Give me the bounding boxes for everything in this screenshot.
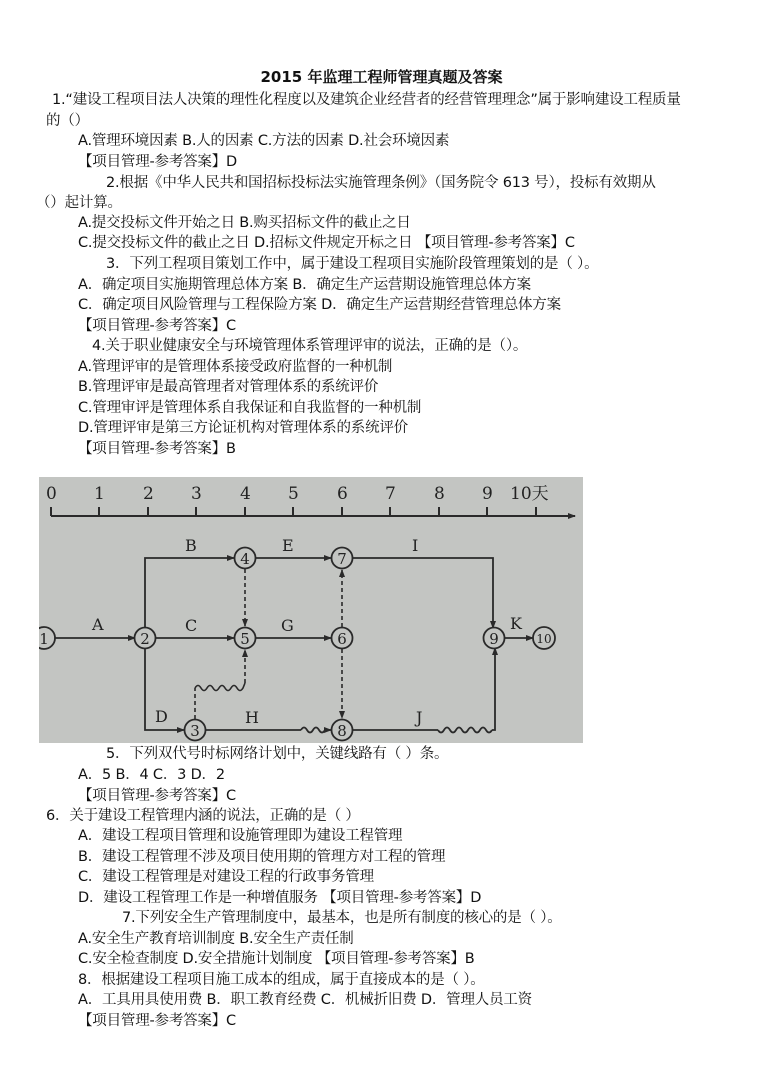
svg-text:J: J bbox=[416, 708, 423, 727]
q2-stem-line1: 2.根据《中华人民共和国招标投标法实施管理条例》（国务院令 613 号），投标有效期从 bbox=[106, 175, 656, 191]
q6-option-b: B．建设工程管理不涉及项目使用期的管理方对工程的管理 bbox=[78, 849, 446, 865]
q7-options-ab: A.安全生产教育培训制度 B.安全生产责任制 bbox=[78, 931, 354, 947]
q8-stem: 8．根据建设工程项目施工成本的组成，属于直接成本的是（ ）。 bbox=[78, 972, 485, 988]
q5-stem: 5．下列双代号时标网络计划中，关键线路有（ ）条。 bbox=[106, 746, 449, 762]
svg-text:9: 9 bbox=[482, 484, 493, 504]
q4-option-a: A.管理评审的是管理体系接受政府监督的一种机制 bbox=[78, 359, 393, 375]
svg-text:3: 3 bbox=[190, 722, 200, 740]
q7-options-cd-answer: C.安全检查制度 D.安全措施计划制度 【项目管理-参考答案】B bbox=[78, 951, 475, 967]
svg-text:4: 4 bbox=[240, 550, 250, 568]
svg-text:5: 5 bbox=[288, 484, 299, 504]
q4-answer: 【项目管理-参考答案】B bbox=[78, 441, 236, 457]
svg-text:7: 7 bbox=[337, 550, 347, 568]
svg-text:6: 6 bbox=[337, 630, 347, 648]
dummy-arrows bbox=[195, 569, 342, 719]
svg-text:A: A bbox=[92, 615, 104, 634]
q2-stem-line2: （）起计算。 bbox=[36, 195, 122, 211]
svg-text:6: 6 bbox=[337, 484, 348, 504]
q1-options: A.管理环境因素 B.人的因素 C.方法的因素 D.社会环境因素 bbox=[78, 133, 450, 149]
q3-options-cd: C．确定项目风险管理与工程保险方案 D．确定生产运营期经营管理总体方案 bbox=[78, 297, 561, 313]
svg-text:H: H bbox=[245, 708, 259, 727]
q7-stem: 7.下列安全生产管理制度中，最基本，也是所有制度的核心的是（ ）。 bbox=[122, 910, 562, 926]
q4-option-b: B.管理评审是最高管理者对管理体系的系统评价 bbox=[78, 379, 379, 395]
svg-text:D: D bbox=[155, 707, 168, 726]
svg-text:E: E bbox=[282, 536, 294, 555]
svg-text:1: 1 bbox=[94, 484, 105, 504]
svg-text:10天: 10天 bbox=[510, 484, 549, 504]
q6-option-c: C．建设工程管理是对建设工程的行政事务管理 bbox=[78, 869, 374, 885]
activity-labels bbox=[91, 536, 523, 727]
free-float-wave bbox=[195, 683, 245, 691]
q4-option-c: C.管理审评是管理体系自我保证和自我监督的一种机制 bbox=[78, 400, 422, 416]
time-axis bbox=[51, 507, 575, 516]
svg-text:2: 2 bbox=[140, 630, 150, 648]
q5-answer: 【项目管理-参考答案】C bbox=[78, 788, 236, 804]
svg-text:1: 1 bbox=[39, 630, 49, 648]
svg-text:2: 2 bbox=[143, 484, 154, 504]
svg-text:5: 5 bbox=[240, 630, 250, 648]
svg-text:8: 8 bbox=[337, 722, 347, 740]
node-labels bbox=[39, 550, 551, 740]
time-axis-labels bbox=[46, 484, 549, 504]
svg-text:I: I bbox=[412, 536, 419, 555]
q2-options-ab: A.提交投标文件开始之日 B.购买招标文件的截止之日 bbox=[78, 215, 411, 231]
document-title: 2015 年监理工程师管理真题及答案 bbox=[260, 68, 503, 86]
q3-stem: 3．下列工程项目策划工作中，属于建设工程项目实施阶段管理策划的是（ ）。 bbox=[106, 256, 599, 272]
q8-answer: 【项目管理-参考答案】C bbox=[78, 1013, 236, 1029]
svg-text:10: 10 bbox=[536, 632, 552, 646]
q1-stem-line1: 1.“建设工程项目法人决策的理性化程度以及建筑企业经营者的经营管理理念”属于影响建设工程质量 bbox=[52, 92, 681, 108]
q5-options: A．5 B．4 C．3 D．2 bbox=[78, 767, 225, 783]
q6-stem: 6．关于建设工程管理内涵的说法，正确的是（ ） bbox=[46, 808, 360, 824]
q3-options-ab: A．确定项目实施期管理总体方案 B．确定生产运营期设施管理总体方案 bbox=[78, 277, 531, 293]
svg-text:9: 9 bbox=[489, 630, 499, 648]
svg-text:B: B bbox=[185, 536, 197, 555]
q8-options: A．工具用具使用费 B．职工教育经费 C．机械折旧费 D．管理人员工资 bbox=[78, 992, 532, 1008]
svg-text:C: C bbox=[185, 616, 198, 635]
svg-text:4: 4 bbox=[240, 484, 251, 504]
q3-answer: 【项目管理-参考答案】C bbox=[78, 318, 236, 334]
svg-text:0: 0 bbox=[46, 484, 57, 504]
svg-text:G: G bbox=[281, 616, 294, 635]
q1-answer: 【项目管理-参考答案】D bbox=[78, 154, 237, 170]
nodes bbox=[39, 548, 555, 741]
q4-option-d: D.管理评审是第三方论证机构对管理体系的系统评价 bbox=[78, 420, 408, 436]
activity-arrows bbox=[55, 558, 533, 733]
q1-stem-line2: 的（） bbox=[46, 113, 89, 129]
q6-option-d-answer: D．建设工程管理工作是一种增值服务 【项目管理-参考答案】D bbox=[78, 890, 482, 906]
svg-text:K: K bbox=[510, 614, 522, 633]
svg-text:7: 7 bbox=[385, 484, 396, 504]
svg-text:8: 8 bbox=[434, 484, 445, 504]
q6-option-a: A．建设工程项目管理和设施管理即为建设工程管理 bbox=[78, 828, 403, 844]
q4-stem: 4.关于职业健康安全与环境管理体系管理评审的说法，正确的是（）。 bbox=[92, 338, 528, 354]
svg-text:3: 3 bbox=[191, 484, 202, 504]
time-scaled-network-diagram bbox=[39, 477, 583, 743]
q2-options-cd-answer: C.提交投标文件的截止之日 D.招标文件规定开标之日 【项目管理-参考答案】C bbox=[78, 235, 575, 251]
